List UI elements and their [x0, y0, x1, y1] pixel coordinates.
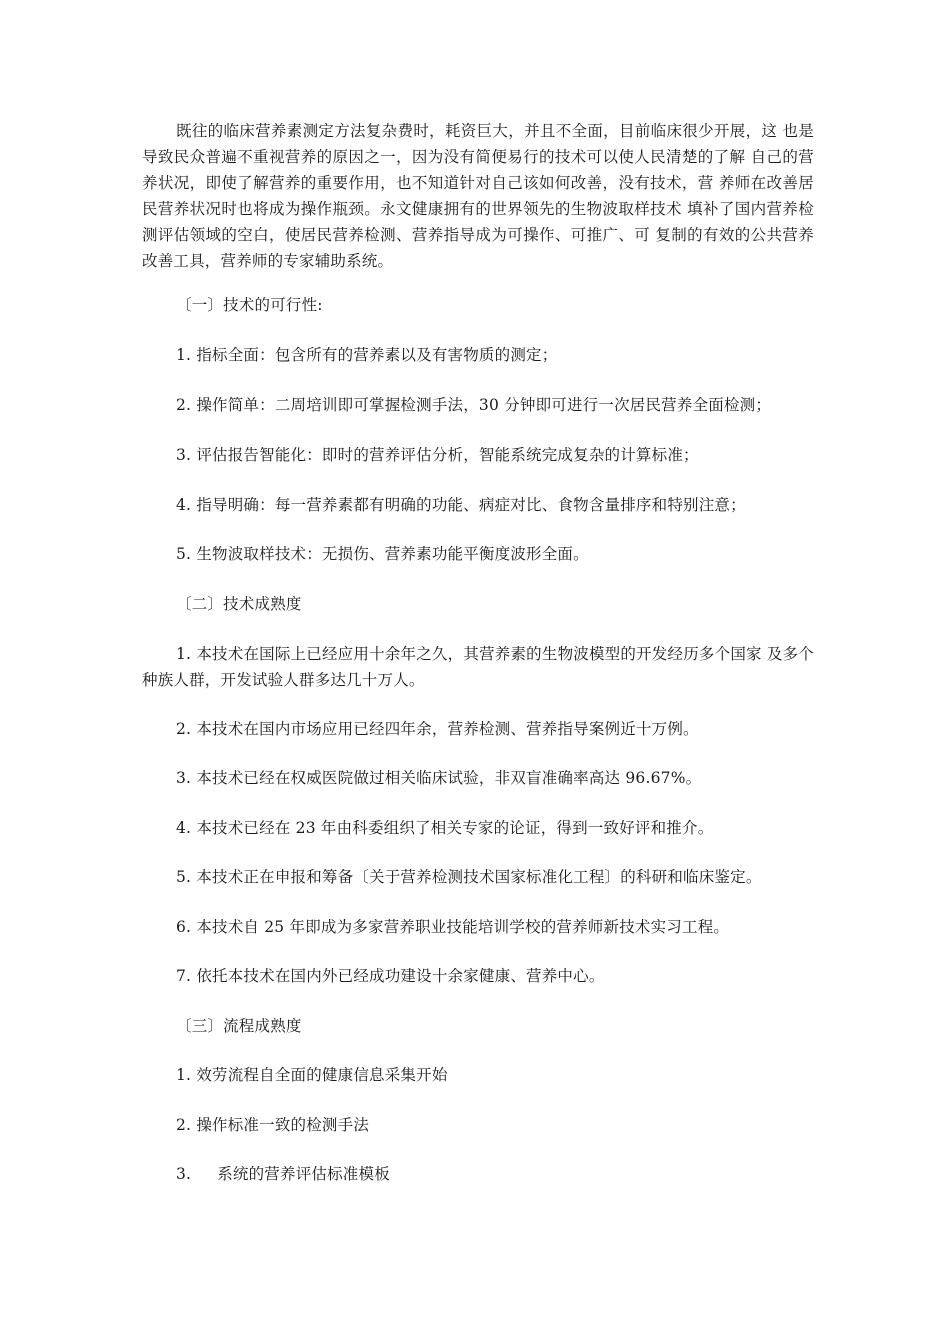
- section2-item-5: 5. 本技术正在申报和筹备〔关于营养检测技术国家标准化工程〕的科研和临床鉴定。: [176, 868, 762, 886]
- section1-heading: 〔一〕技术的可行性:: [176, 296, 323, 314]
- section2-item-4: 4. 本技术已经在 23 年由科委组织了相关专家的论证，得到一致好评和推介。: [176, 819, 714, 837]
- section3-item-2: 2. 操作标准一致的检测手法: [176, 1116, 370, 1134]
- section2-item-7: 7. 依托本技术在国内外已经成功建设十余家健康、营养中心。: [176, 967, 605, 985]
- section1-item-1: 1. 指标全面：包含所有的营养素以及有害物质的测定；: [176, 346, 558, 364]
- section3-heading: 〔三〕流程成熟度: [176, 1017, 302, 1035]
- section1-item-3: 3. 评估报告智能化：即时的营养评估分析，智能系统完成复杂的计算标准；: [176, 446, 699, 464]
- section3-item-3: [176, 1161, 390, 1187]
- section2-item-1: 1. 本技术在国际上已经应用十余年之久，其营养素的生物波模型的开发经历多个国家 及多个种族人群，开发试验人群多达几十万人。: [142, 645, 814, 689]
- section1-item-4: 4. 指导明确：每一营养素都有明确的功能、病症对比、食物含量排序和特别注意；: [176, 496, 746, 514]
- section2-item-6: 6. 本技术自 25 年即成为多家营养职业技能培训学校的营养师新技术实习工程。: [176, 918, 730, 936]
- section3-item-3-text: 系统的营养评估标准模板: [217, 1165, 390, 1183]
- section3-item-3-number: 3.: [176, 1165, 192, 1183]
- section1-item-5: 5. 生物波取样技术：无损伤、营养素功能平衡度波形全面。: [176, 545, 589, 563]
- section2-heading: 〔二〕技术成熟度: [176, 595, 302, 613]
- section1-item-2: 2. 操作简单：二周培训即可掌握检测手法，30 分钟即可进行一次居民营养全面检测；: [176, 396, 772, 414]
- section3-item-1: 1. 效劳流程自全面的健康信息采集开始: [176, 1066, 448, 1084]
- intro-paragraph: 既往的临床营养素测定方法复杂费时，耗资巨大，并且不全面，目前临床很少开展，这 也是导致民众普遍不重视营养的原因之一，因为没有简便易行的技术可以使人民清楚的了解 自己的营养状况，即使了解营养的重要作用，也不知道针对自己该如何改善，没有技术，营 养师在改善居民营养状况时也将成为操作瓶颈。永文健康拥有的世界领先的生物波取样技术 填补了国内营养检测评估领域的空白，使居民营养检测、营养指导成为可操作、可推广、可 复制的有效的公共营养改善工具，营养师的专家辅助系统。: [142, 122, 814, 270]
- section2-item-2: 2. 本技术在国内市场应用已经四年余，营养检测、营养指导案例近十万例。: [176, 720, 699, 738]
- section2-item-3: 3. 本技术已经在权威医院做过相关临床试验，非双盲准确率高达 96.67%。: [176, 769, 702, 787]
